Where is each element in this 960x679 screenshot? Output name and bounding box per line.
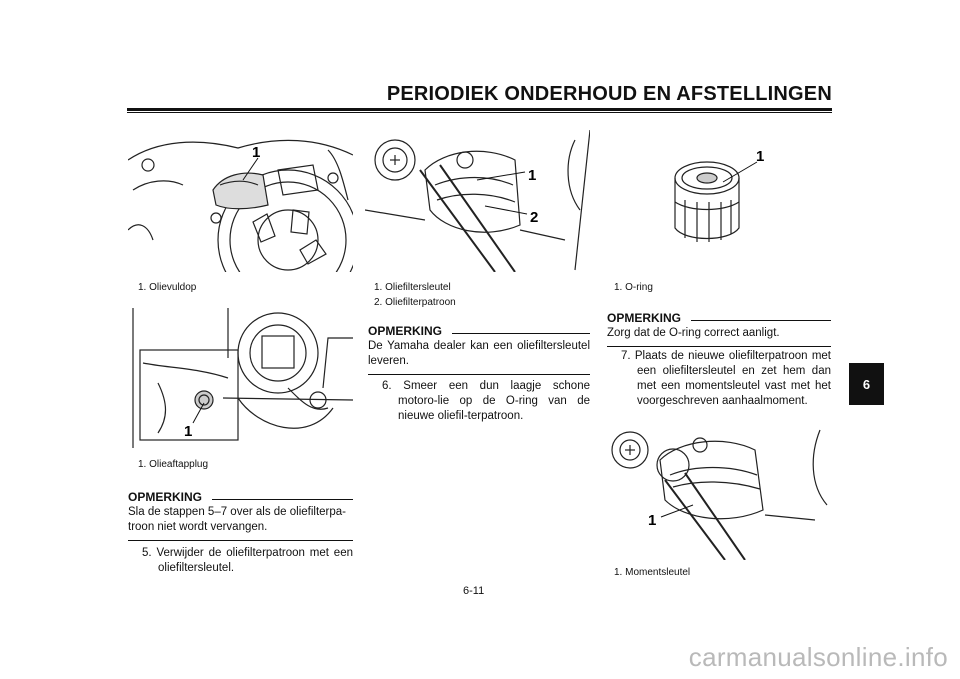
note-heading: OPMERKING [607,311,682,325]
note-body: De Yamaha dealer kan een oliefiltersleutel leveren. [368,339,590,375]
step-5: 5. Verwijder de oliefilterpatroon met een oliefiltersleutel. [142,547,353,574]
figure-caption: 2. Oliefilterpatroon [374,297,456,308]
figure-oil-filter-wrench [365,130,590,272]
note-heading: OPMERKING [368,324,443,338]
note-heading: OPMERKING [128,490,203,504]
figure-oil-drain-plug [128,308,353,448]
figure-callout: 1 [756,148,765,165]
chapter-tab[interactable]: 6 [849,363,884,405]
figure-caption: 1. Olieaftapplug [138,459,209,470]
note-box [128,490,353,541]
page-number: 6-11 [463,585,485,597]
figure-torque-wrench [605,425,830,560]
header-rule-thin [127,112,832,113]
watermark[interactable]: carmanualsonline.info [688,642,948,672]
note-body: Zorg dat de O-ring correct aanligt. [607,326,831,347]
figure-callout: 2 [530,209,539,226]
figure-caption: 1. Oliefiltersleutel [374,282,451,293]
figure-caption: 1. O-ring [614,282,653,293]
figure-callout: 1 [252,144,261,161]
header-rule [127,108,832,111]
note-box [368,324,590,375]
figure-caption: 1. Olievuldop [138,282,197,293]
figure-callout: 1 [648,512,657,529]
figure-caption: 1. Momentsleutel [614,567,691,578]
figure-o-ring [605,130,830,272]
figure-callout: 1 [184,423,193,440]
note-body: Sla de stappen 5–7 over als de oliefilterpa-troon niet wordt vervangen. [128,505,353,541]
step-6: 6. Smeer een dun laagje schone motoro-lie op de O-ring van de nieuwe oliefil-terpatroon. [382,380,590,422]
page-title: PERIODIEK ONDERHOUD EN AFSTELLINGEN [386,83,832,105]
step-7: 7. Plaats de nieuwe oliefilterpatroon met een oliefiltersleutel en zet hem dan met een momentsleutel vast met het voorgeschreven aanhaalmoment. [621,350,831,407]
figure-callout: 1 [528,167,537,184]
note-box [607,311,831,347]
figure-oil-filler-cap [128,130,353,272]
